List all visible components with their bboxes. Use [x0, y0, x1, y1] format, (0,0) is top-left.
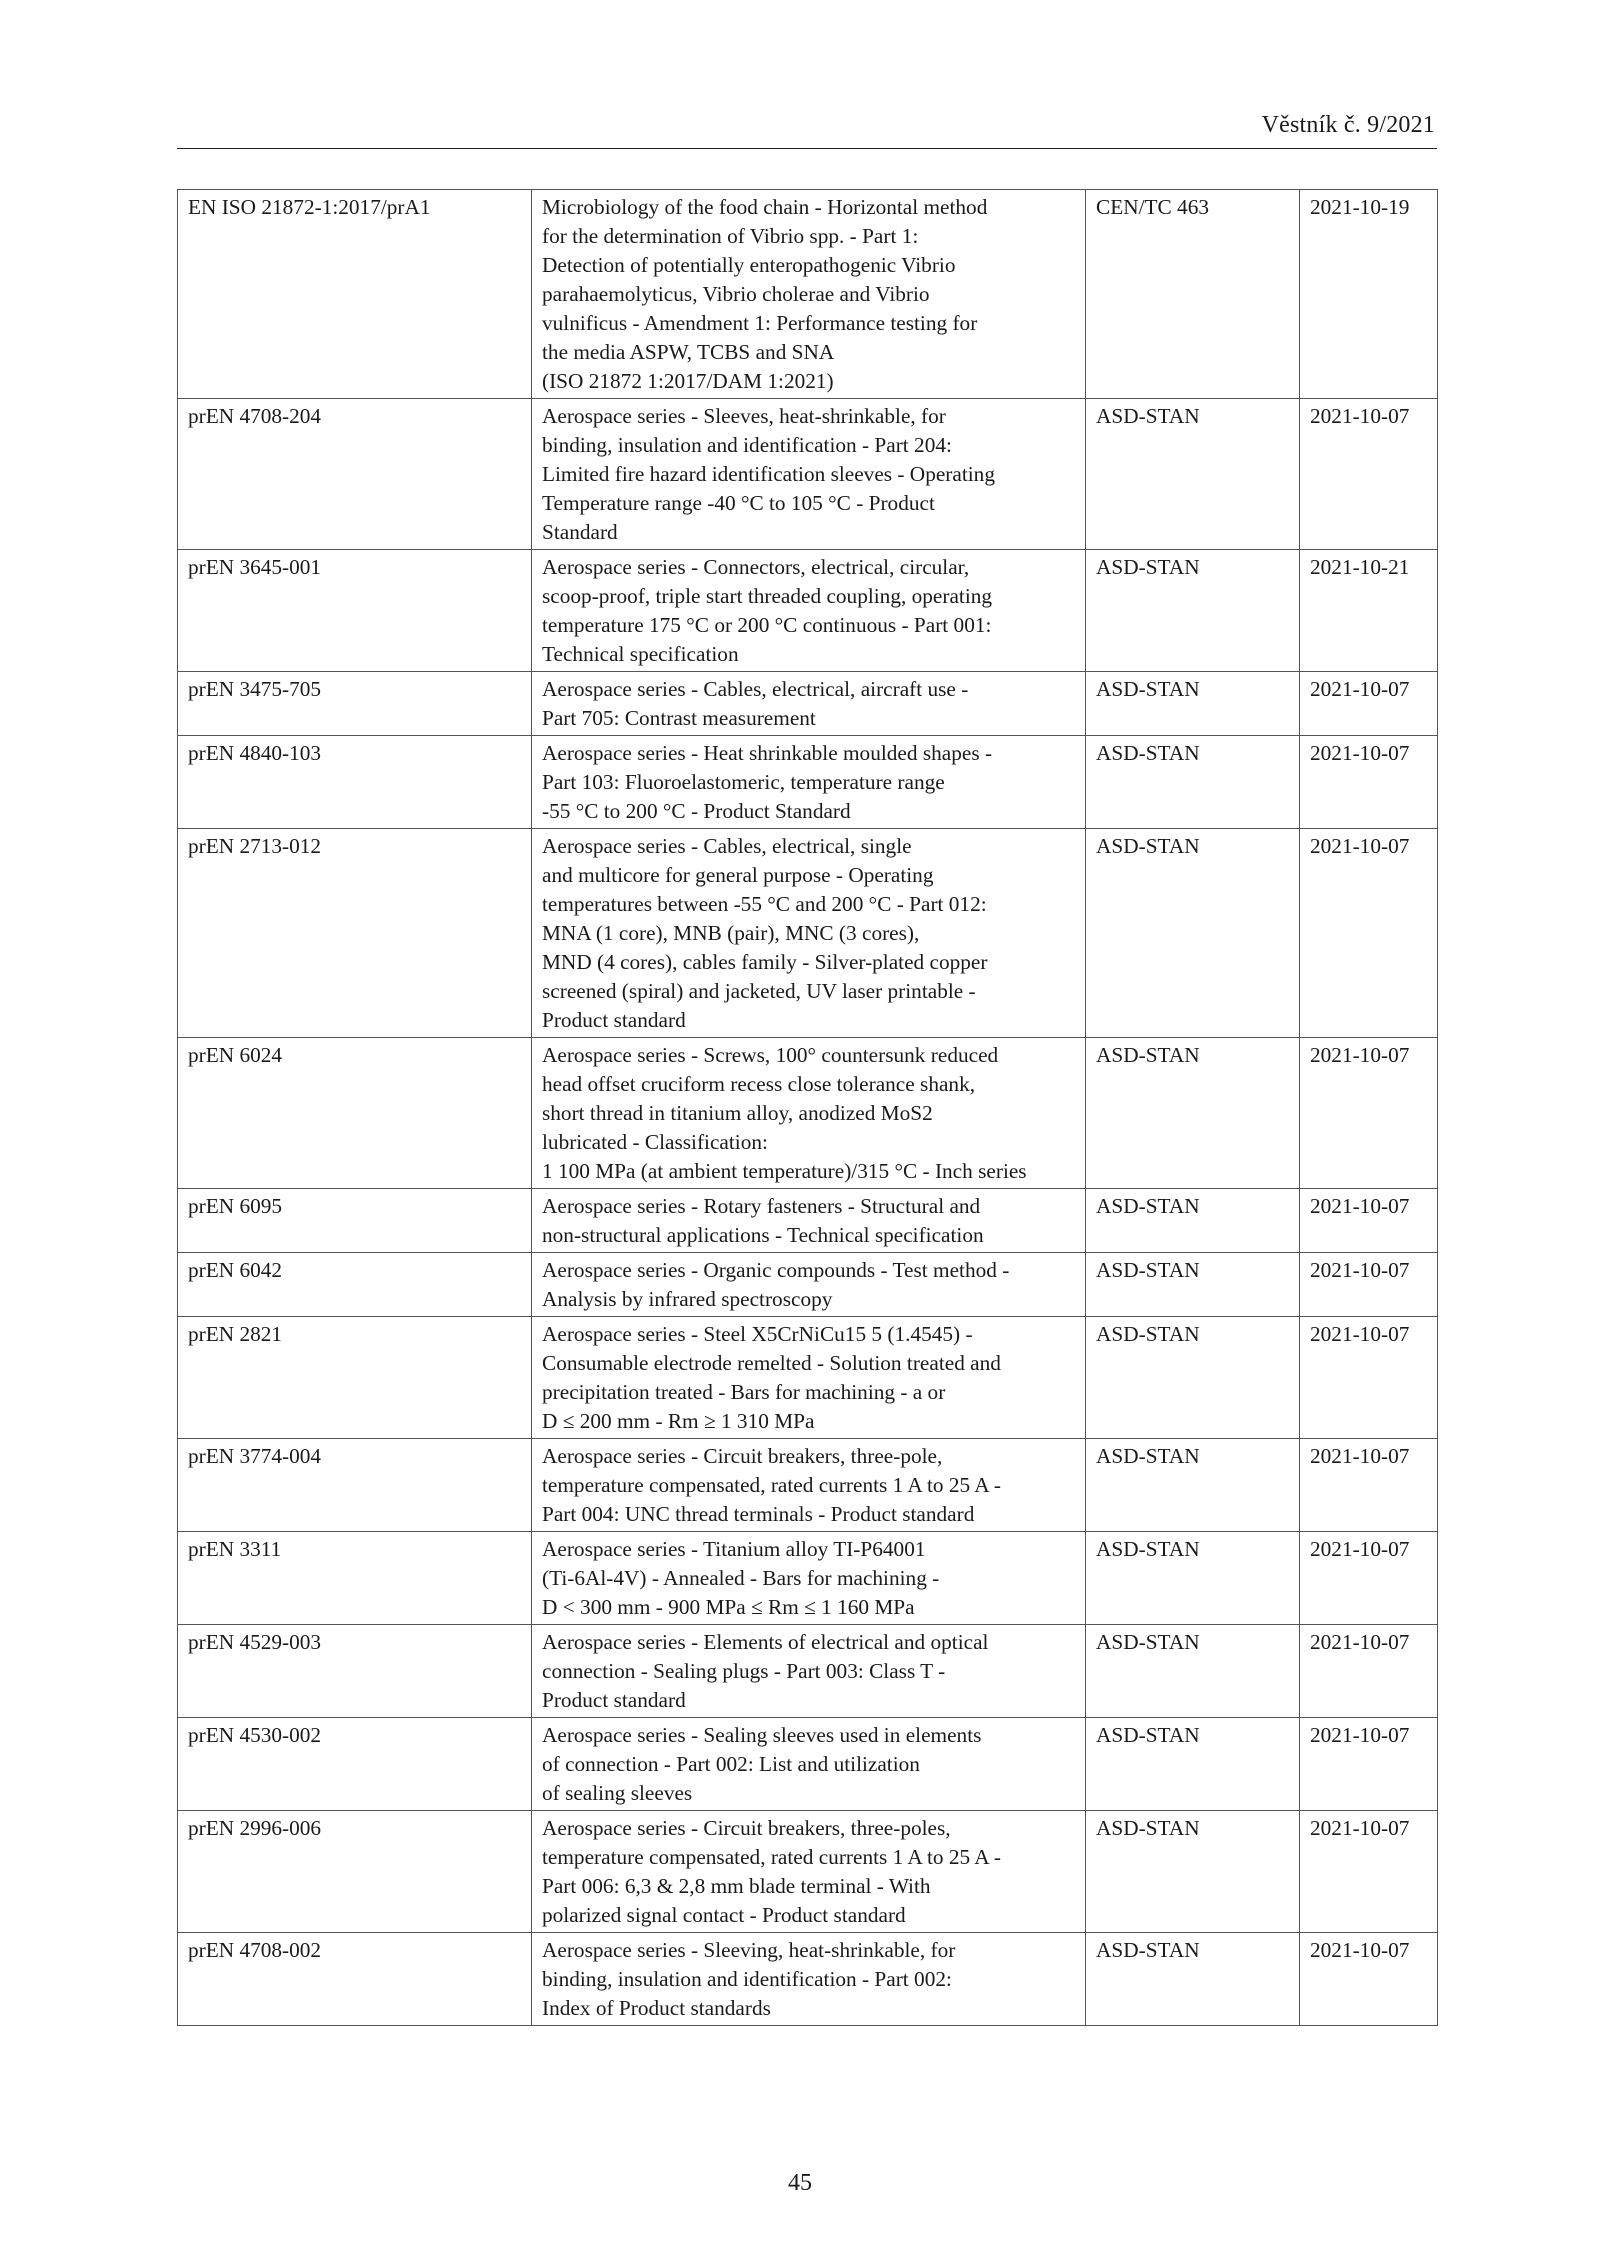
standard-title: Aerospace series - Rotary fasteners - Structural and non-structural applications - Technical specification [532, 1189, 1086, 1253]
table-row [178, 550, 1438, 672]
page-header [177, 108, 1437, 149]
table-row [178, 1811, 1438, 1933]
technical-committee: ASD-STAN [1086, 829, 1300, 1038]
table-row [178, 190, 1438, 399]
technical-committee: ASD-STAN [1086, 550, 1300, 672]
technical-committee: ASD-STAN [1086, 1253, 1300, 1317]
standard-title: Aerospace series - Connectors, electrical, circular, scoop-proof, triple start threaded coupling, operating temperature 175 °C or 200 °C continuous - Part 001: Technical specification [532, 550, 1086, 672]
standards-table-body [178, 190, 1438, 2026]
table-row [178, 736, 1438, 829]
technical-committee: ASD-STAN [1086, 1625, 1300, 1718]
standard-code: prEN 3774-004 [178, 1439, 532, 1532]
comment-deadline: 2021-10-07 [1300, 1718, 1438, 1811]
standard-code: prEN 6095 [178, 1189, 532, 1253]
standard-title: Aerospace series - Sleeving, heat-shrinkable, for binding, insulation and identification - Part 002: Index of Product standards [532, 1933, 1086, 2026]
table-row [178, 672, 1438, 736]
standard-title: Aerospace series - Circuit breakers, three-pole, temperature compensated, rated currents 1 A to 25 A - Part 004: UNC thread terminals - Product standard [532, 1439, 1086, 1532]
standard-code: prEN 3475-705 [178, 672, 532, 736]
page-number: 45 [788, 2170, 812, 2196]
technical-committee: ASD-STAN [1086, 1439, 1300, 1532]
journal-title: Věstník č. 9/2021 [1261, 112, 1435, 138]
standard-code: prEN 2713-012 [178, 829, 532, 1038]
technical-committee: ASD-STAN [1086, 672, 1300, 736]
standard-title: Aerospace series - Cables, electrical, aircraft use - Part 705: Contrast measurement [532, 672, 1086, 736]
comment-deadline: 2021-10-07 [1300, 1038, 1438, 1189]
table-row [178, 1439, 1438, 1532]
table-row [178, 399, 1438, 550]
technical-committee: ASD-STAN [1086, 1933, 1300, 2026]
standard-title: Aerospace series - Sealing sleeves used in elements of connection - Part 002: List and utilization of sealing sleeves [532, 1718, 1086, 1811]
standard-title: Aerospace series - Organic compounds - Test method - Analysis by infrared spectroscopy [532, 1253, 1086, 1317]
standard-code: prEN 4529-003 [178, 1625, 532, 1718]
comment-deadline: 2021-10-19 [1300, 190, 1438, 399]
table-row [178, 1189, 1438, 1253]
standard-title: Aerospace series - Screws, 100° countersunk reduced head offset cruciform recess close tolerance shank, short thread in titanium alloy, anodized MoS2 lubricated - Classification: 1 100 MPa (at ambient temperature)/315 °C - Inch series [532, 1038, 1086, 1189]
comment-deadline: 2021-10-07 [1300, 829, 1438, 1038]
standard-title: Aerospace series - Heat shrinkable moulded shapes - Part 103: Fluoroelastomeric, temperature range -55 °C to 200 °C - Product Standard [532, 736, 1086, 829]
standards-table [177, 189, 1438, 2026]
standard-title: Microbiology of the food chain - Horizontal method for the determination of Vibrio spp. - Part 1: Detection of potentially enteropathogenic Vibrio parahaemolyticus, Vibrio cholerae and Vibrio vulnificus - Amendment 1: Performance testing for the media ASPW, TCBS and SNA (ISO 21872 1:2017/DAM 1:2021) [532, 190, 1086, 399]
table-row [178, 829, 1438, 1038]
standard-title: Aerospace series - Sleeves, heat-shrinkable, for binding, insulation and identification - Part 204: Limited fire hazard identification sleeves - Operating Temperature range -40 °C to 105 °C - Product Standard [532, 399, 1086, 550]
standard-code: prEN 6024 [178, 1038, 532, 1189]
standard-code: prEN 4708-002 [178, 1933, 532, 2026]
comment-deadline: 2021-10-07 [1300, 1253, 1438, 1317]
technical-committee: CEN/TC 463 [1086, 190, 1300, 399]
table-row [178, 1718, 1438, 1811]
comment-deadline: 2021-10-07 [1300, 736, 1438, 829]
technical-committee: ASD-STAN [1086, 1317, 1300, 1439]
comment-deadline: 2021-10-07 [1300, 1439, 1438, 1532]
comment-deadline: 2021-10-07 [1300, 1532, 1438, 1625]
standard-code: prEN 3645-001 [178, 550, 532, 672]
comment-deadline: 2021-10-07 [1300, 1317, 1438, 1439]
technical-committee: ASD-STAN [1086, 736, 1300, 829]
table-row [178, 1625, 1438, 1718]
standard-code: prEN 6042 [178, 1253, 532, 1317]
standard-code: prEN 3311 [178, 1532, 532, 1625]
comment-deadline: 2021-10-21 [1300, 550, 1438, 672]
standard-title: Aerospace series - Cables, electrical, single and multicore for general purpose - Operating temperatures between -55 °C and 200 °C - Part 012: MNA (1 core), MNB (pair), MNC (3 cores), MND (4 cores), cables family - Silver-plated copper screened (spiral) and jacketed, UV laser printable - Product standard [532, 829, 1086, 1038]
table-row [178, 1532, 1438, 1625]
technical-committee: ASD-STAN [1086, 1532, 1300, 1625]
standard-code: prEN 2821 [178, 1317, 532, 1439]
table-row [178, 1933, 1438, 2026]
standard-code: EN ISO 21872-1:2017/prA1 [178, 190, 532, 399]
technical-committee: ASD-STAN [1086, 1038, 1300, 1189]
standard-title: Aerospace series - Titanium alloy TI-P64001 (Ti-6Al-4V) - Annealed - Bars for machining - D < 300 mm - 900 MPa ≤ Rm ≤ 1 160 MPa [532, 1532, 1086, 1625]
table-row [178, 1317, 1438, 1439]
table-row [178, 1253, 1438, 1317]
standard-title: Aerospace series - Elements of electrical and optical connection - Sealing plugs - Part 003: Class T - Product standard [532, 1625, 1086, 1718]
technical-committee: ASD-STAN [1086, 1718, 1300, 1811]
standard-code: prEN 2996-006 [178, 1811, 532, 1933]
standard-code: prEN 4840-103 [178, 736, 532, 829]
technical-committee: ASD-STAN [1086, 1189, 1300, 1253]
standard-code: prEN 4708-204 [178, 399, 532, 550]
comment-deadline: 2021-10-07 [1300, 1811, 1438, 1933]
comment-deadline: 2021-10-07 [1300, 1933, 1438, 2026]
table-row [178, 1038, 1438, 1189]
standard-title: Aerospace series - Steel X5CrNiCu15 5 (1.4545) - Consumable electrode remelted - Solution treated and precipitation treated - Bars for machining - a or D ≤ 200 mm - Rm ≥ 1 310 MPa [532, 1317, 1086, 1439]
comment-deadline: 2021-10-07 [1300, 1189, 1438, 1253]
comment-deadline: 2021-10-07 [1300, 1625, 1438, 1718]
technical-committee: ASD-STAN [1086, 1811, 1300, 1933]
comment-deadline: 2021-10-07 [1300, 399, 1438, 550]
technical-committee: ASD-STAN [1086, 399, 1300, 550]
standard-title: Aerospace series - Circuit breakers, three-poles, temperature compensated, rated currents 1 A to 25 A - Part 006: 6,3 & 2,8 mm blade terminal - With polarized signal contact - Product standard [532, 1811, 1086, 1933]
standard-code: prEN 4530-002 [178, 1718, 532, 1811]
comment-deadline: 2021-10-07 [1300, 672, 1438, 736]
